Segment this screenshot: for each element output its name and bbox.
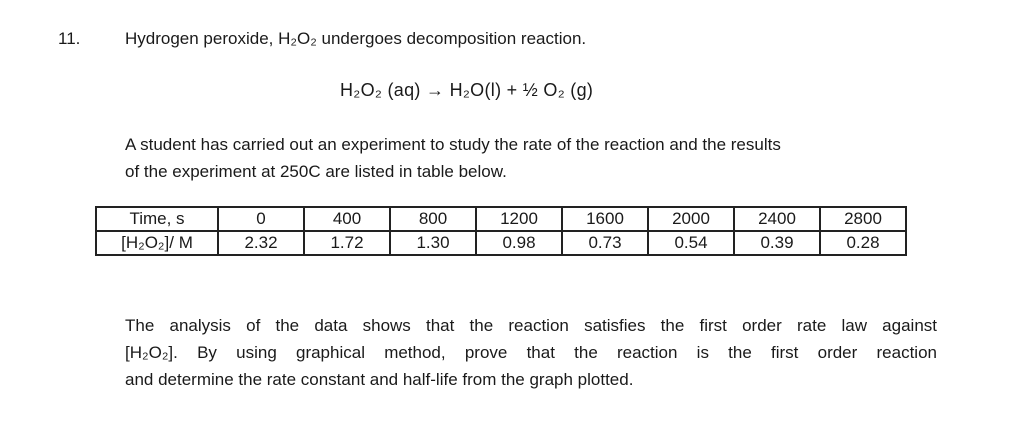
table-cell-time: 0 [218, 207, 304, 231]
table-cell-time: 400 [304, 207, 390, 231]
table-cell-concentration: 2.32 [218, 231, 304, 255]
table-cell-time: 2000 [648, 207, 734, 231]
analysis-paragraph-line: [H₂O₂]. By using graphical method, prove that the reaction is the first order reaction [125, 343, 937, 362]
table-cell-concentration: 0.28 [820, 231, 906, 255]
table-row-label-time: Time, s [96, 207, 218, 231]
table-cell-concentration: 0.54 [648, 231, 734, 255]
experiment-paragraph-line: of the experiment at 250C are listed in table below. [125, 162, 507, 181]
table-cell-concentration: 1.30 [390, 231, 476, 255]
table-cell-time: 1600 [562, 207, 648, 231]
analysis-paragraph-line: and determine the rate constant and half-life from the graph plotted. [125, 370, 634, 389]
analysis-paragraph [125, 312, 937, 393]
table-cell-concentration: 1.72 [304, 231, 390, 255]
analysis-paragraph-line: The analysis of the data shows that the reaction satisfies the first order rate law against [125, 316, 937, 335]
experiment-paragraph-line: A student has carried out an experiment to study the rate of the reaction and the results [125, 135, 781, 154]
data-table [95, 206, 907, 256]
table-row-label-concentration: [H₂O₂]/ M [96, 231, 218, 255]
table-cell-concentration: 0.39 [734, 231, 820, 255]
table-cell-time: 1200 [476, 207, 562, 231]
chemical-equation: H₂O₂ (aq) → H₂O(l) + ½ O₂ (g) [340, 80, 594, 100]
table-cell-time: 2400 [734, 207, 820, 231]
question-intro-text: Hydrogen peroxide, H₂O₂ undergoes decomposition reaction. [125, 29, 587, 48]
table-row-time [96, 207, 906, 231]
table-cell-concentration: 0.73 [562, 231, 648, 255]
table-cell-time: 2800 [820, 207, 906, 231]
table-row-concentration [96, 231, 906, 255]
question-number: 11. [58, 29, 81, 48]
table-cell-concentration: 0.98 [476, 231, 562, 255]
table-cell-time: 800 [390, 207, 476, 231]
experiment-paragraph [125, 131, 925, 185]
